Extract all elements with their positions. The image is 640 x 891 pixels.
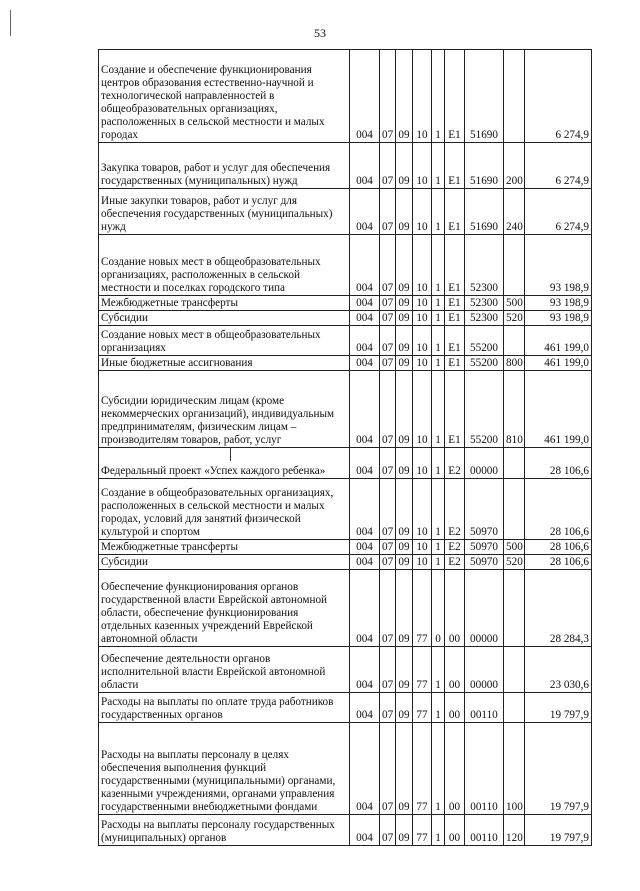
section-code: 07 <box>380 815 396 846</box>
ministry-code: 004 <box>350 647 380 693</box>
table-row <box>99 356 592 371</box>
subprogram-code: 1 <box>432 723 445 815</box>
row-name: Обеспечение функционирования органов государственной власти Еврейской автономной области, обеспечение функционирования отдельных казенных учреждений Еврейской автономной области <box>99 570 350 647</box>
table-row <box>99 326 592 356</box>
expense-type-code: 500 <box>504 296 525 311</box>
expense-type-code <box>504 479 525 540</box>
subsection-code: 09 <box>396 235 413 296</box>
project-code: 00 <box>445 815 465 846</box>
program-code: 10 <box>413 326 432 356</box>
table-row <box>99 723 592 815</box>
budget-table-body <box>99 50 592 846</box>
subsection-code: 09 <box>396 555 413 570</box>
row-name: Обеспечение деятельности органов исполнительной власти Еврейской автономной области <box>99 647 350 693</box>
table-row <box>99 143 592 189</box>
direction-code: 52300 <box>465 311 504 326</box>
direction-code: 50970 <box>465 540 504 555</box>
table-row <box>99 189 592 235</box>
expense-type-code <box>504 448 525 479</box>
ministry-code: 004 <box>350 189 380 235</box>
direction-code: 52300 <box>465 235 504 296</box>
amount-value: 19 797,9 <box>525 693 592 723</box>
amount-value: 93 198,9 <box>525 311 592 326</box>
subprogram-code: 1 <box>432 448 445 479</box>
table-row <box>99 693 592 723</box>
ministry-code: 004 <box>350 693 380 723</box>
amount-value: 28 106,6 <box>525 479 592 540</box>
section-code: 07 <box>380 479 396 540</box>
project-code: E1 <box>445 296 465 311</box>
table-row <box>99 540 592 555</box>
project-code: E1 <box>445 311 465 326</box>
section-code: 07 <box>380 50 396 143</box>
section-code: 07 <box>380 189 396 235</box>
section-code: 07 <box>380 235 396 296</box>
section-code: 07 <box>380 693 396 723</box>
direction-code: 52300 <box>465 296 504 311</box>
program-code: 10 <box>413 235 432 296</box>
project-code: E1 <box>445 356 465 371</box>
subprogram-code: 1 <box>432 326 445 356</box>
amount-value: 19 797,9 <box>525 723 592 815</box>
amount-value: 19 797,9 <box>525 815 592 846</box>
program-code: 10 <box>413 448 432 479</box>
project-code: E1 <box>445 371 465 448</box>
direction-code: 00110 <box>465 723 504 815</box>
table-row <box>99 296 592 311</box>
expense-type-code: 800 <box>504 356 525 371</box>
subsection-code: 09 <box>396 540 413 555</box>
subprogram-code: 1 <box>432 647 445 693</box>
ministry-code: 004 <box>350 50 380 143</box>
page-number: 53 <box>314 26 326 40</box>
amount-value: 461 199,0 <box>525 326 592 356</box>
expense-type-code <box>504 326 525 356</box>
expense-type-code <box>504 570 525 647</box>
subsection-code: 09 <box>396 296 413 311</box>
row-name: Иные закупки товаров, работ и услуг для обеспечения государственных (муниципальных) нужд <box>99 189 350 235</box>
amount-value: 6 274,9 <box>525 50 592 143</box>
row-name: Иные бюджетные ассигнования <box>99 356 350 371</box>
project-code: E2 <box>445 479 465 540</box>
direction-code: 00110 <box>465 693 504 723</box>
ministry-code: 004 <box>350 723 380 815</box>
section-code: 07 <box>380 647 396 693</box>
direction-code: 00000 <box>465 448 504 479</box>
expense-type-code: 100 <box>504 723 525 815</box>
program-code: 10 <box>413 479 432 540</box>
row-name: Создание новых мест в общеобразовательных организациях <box>99 326 350 356</box>
row-name: Расходы на выплаты персоналу в целях обеспечения выполнения функций государственными (муниципальными) органами, казенными учреждениями, органами управления государственными внебюджетными фондами <box>99 723 350 815</box>
expense-type-code <box>504 50 525 143</box>
subsection-code: 09 <box>396 143 413 189</box>
direction-code: 55200 <box>465 356 504 371</box>
subsection-code: 09 <box>396 326 413 356</box>
ministry-code: 004 <box>350 540 380 555</box>
direction-code: 51690 <box>465 50 504 143</box>
ministry-code: 004 <box>350 371 380 448</box>
program-code: 77 <box>413 570 432 647</box>
table-row <box>99 555 592 570</box>
subprogram-code: 1 <box>432 311 445 326</box>
direction-code: 50970 <box>465 555 504 570</box>
project-code: E1 <box>445 50 465 143</box>
project-code: 00 <box>445 693 465 723</box>
program-code: 77 <box>413 815 432 846</box>
project-code: E2 <box>445 540 465 555</box>
row-name: Закупка товаров, работ и услуг для обеспечения государственных (муниципальных) нужд <box>99 143 350 189</box>
text-cursor <box>230 447 231 461</box>
expense-type-code: 500 <box>504 540 525 555</box>
direction-code: 51690 <box>465 143 504 189</box>
ministry-code: 004 <box>350 296 380 311</box>
subsection-code: 09 <box>396 50 413 143</box>
subprogram-code: 1 <box>432 540 445 555</box>
ministry-code: 004 <box>350 356 380 371</box>
direction-code: 55200 <box>465 326 504 356</box>
amount-value: 28 106,6 <box>525 555 592 570</box>
expense-type-code <box>504 647 525 693</box>
expense-type-code: 810 <box>504 371 525 448</box>
ministry-code: 004 <box>350 143 380 189</box>
project-code: E1 <box>445 143 465 189</box>
subprogram-code: 1 <box>432 50 445 143</box>
table-row <box>99 647 592 693</box>
budget-table <box>98 49 592 846</box>
direction-code: 00000 <box>465 647 504 693</box>
row-name: Создание новых мест в общеобразовательных организациях, расположенных в сельской местности и поселках городского типа <box>99 235 350 296</box>
direction-code: 55200 <box>465 371 504 448</box>
amount-value: 28 106,6 <box>525 540 592 555</box>
ministry-code: 004 <box>350 815 380 846</box>
project-code: E1 <box>445 189 465 235</box>
section-code: 07 <box>380 448 396 479</box>
subprogram-code: 1 <box>432 555 445 570</box>
section-code: 07 <box>380 371 396 448</box>
table-row <box>99 448 592 479</box>
subprogram-code: 1 <box>432 479 445 540</box>
row-name: Расходы на выплаты по оплате труда работников государственных органов <box>99 693 350 723</box>
table-row <box>99 235 592 296</box>
table-row <box>99 815 592 846</box>
subprogram-code: 0 <box>432 570 445 647</box>
row-name: Субсидии <box>99 555 350 570</box>
subsection-code: 09 <box>396 647 413 693</box>
program-code: 10 <box>413 311 432 326</box>
section-code: 07 <box>380 555 396 570</box>
row-name: Создание и обеспечение функционирования центров образования естественно-научной и технологической направленностей в общеобразовательных организациях, расположенных в сельской местности и малых городах <box>99 50 350 143</box>
ministry-code: 004 <box>350 570 380 647</box>
subsection-code: 09 <box>396 448 413 479</box>
expense-type-code: 240 <box>504 189 525 235</box>
section-code: 07 <box>380 356 396 371</box>
row-name: Межбюджетные трансферты <box>99 540 350 555</box>
amount-value: 461 199,0 <box>525 356 592 371</box>
program-code: 10 <box>413 555 432 570</box>
project-code: E2 <box>445 555 465 570</box>
ministry-code: 004 <box>350 448 380 479</box>
subsection-code: 09 <box>396 693 413 723</box>
subsection-code: 09 <box>396 356 413 371</box>
subprogram-code: 1 <box>432 693 445 723</box>
program-code: 10 <box>413 189 432 235</box>
row-name: Межбюджетные трансферты <box>99 296 350 311</box>
section-code: 07 <box>380 143 396 189</box>
subprogram-code: 1 <box>432 189 445 235</box>
table-row <box>99 371 592 448</box>
table-row <box>99 570 592 647</box>
amount-value: 23 030,6 <box>525 647 592 693</box>
ministry-code: 004 <box>350 479 380 540</box>
table-row <box>99 479 592 540</box>
row-name: Субсидии юридическим лицам (кроме некоммерческих организаций), индивидуальным предпринимателям, физическим лицам – производителям товаров, работ, услуг <box>99 371 350 448</box>
program-code: 10 <box>413 371 432 448</box>
ministry-code: 004 <box>350 555 380 570</box>
section-code: 07 <box>380 723 396 815</box>
amount-value: 28 284,3 <box>525 570 592 647</box>
subsection-code: 09 <box>396 479 413 540</box>
row-name: Создание в общеобразовательных организациях, расположенных в сельской местности и малых городах, условий для занятий физической культурой и спортом <box>99 479 350 540</box>
amount-value: 28 106,6 <box>525 448 592 479</box>
program-code: 10 <box>413 540 432 555</box>
program-code: 77 <box>413 647 432 693</box>
expense-type-code: 200 <box>504 143 525 189</box>
ministry-code: 004 <box>350 235 380 296</box>
project-code: E2 <box>445 448 465 479</box>
section-code: 07 <box>380 311 396 326</box>
table-row <box>99 50 592 143</box>
table-row <box>99 311 592 326</box>
subprogram-code: 1 <box>432 356 445 371</box>
program-code: 10 <box>413 143 432 189</box>
amount-value: 461 199,0 <box>525 371 592 448</box>
subsection-code: 09 <box>396 570 413 647</box>
program-code: 77 <box>413 723 432 815</box>
section-code: 07 <box>380 540 396 555</box>
subsection-code: 09 <box>396 189 413 235</box>
project-code: E1 <box>445 326 465 356</box>
amount-value: 6 274,9 <box>525 189 592 235</box>
expense-type-code <box>504 235 525 296</box>
amount-value: 93 198,9 <box>525 296 592 311</box>
subsection-code: 09 <box>396 815 413 846</box>
direction-code: 00110 <box>465 815 504 846</box>
project-code: E1 <box>445 235 465 296</box>
program-code: 10 <box>413 50 432 143</box>
program-code: 10 <box>413 296 432 311</box>
subprogram-code: 1 <box>432 815 445 846</box>
direction-code: 51690 <box>465 189 504 235</box>
row-name: Расходы на выплаты персоналу государственных (муниципальных) органов <box>99 815 350 846</box>
program-code: 77 <box>413 693 432 723</box>
subprogram-code: 1 <box>432 296 445 311</box>
project-code: 00 <box>445 570 465 647</box>
row-name: Субсидии <box>99 311 350 326</box>
section-code: 07 <box>380 326 396 356</box>
section-code: 07 <box>380 570 396 647</box>
expense-type-code: 520 <box>504 311 525 326</box>
subprogram-code: 1 <box>432 371 445 448</box>
amount-value: 6 274,9 <box>525 143 592 189</box>
program-code: 10 <box>413 356 432 371</box>
subsection-code: 09 <box>396 723 413 815</box>
amount-value: 93 198,9 <box>525 235 592 296</box>
subprogram-code: 1 <box>432 235 445 296</box>
row-name: Федеральный проект «Успех каждого ребенка» <box>99 448 350 479</box>
ministry-code: 004 <box>350 311 380 326</box>
direction-code: 00000 <box>465 570 504 647</box>
subsection-code: 09 <box>396 311 413 326</box>
expense-type-code <box>504 693 525 723</box>
ministry-code: 004 <box>350 326 380 356</box>
project-code: 00 <box>445 647 465 693</box>
subsection-code: 09 <box>396 371 413 448</box>
expense-type-code: 120 <box>504 815 525 846</box>
expense-type-code: 520 <box>504 555 525 570</box>
project-code: 00 <box>445 723 465 815</box>
section-code: 07 <box>380 296 396 311</box>
subprogram-code: 1 <box>432 143 445 189</box>
direction-code: 50970 <box>465 479 504 540</box>
